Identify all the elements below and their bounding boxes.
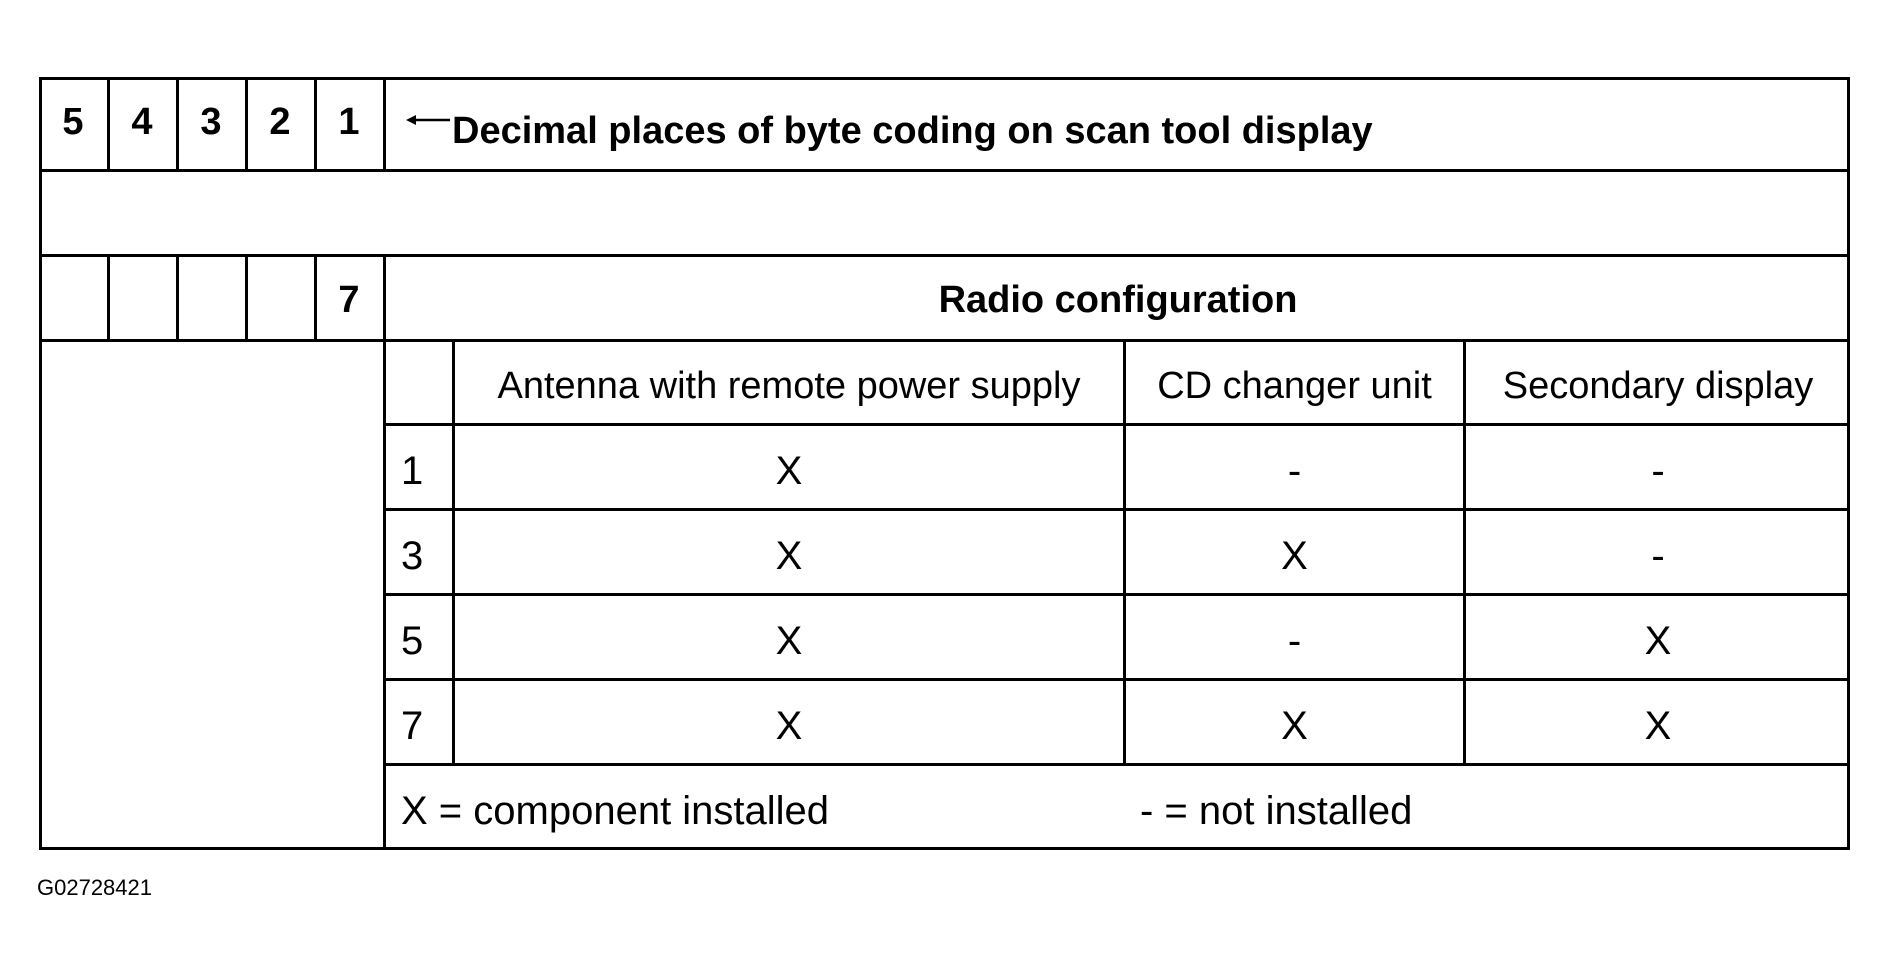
legend-installed: X = component installed — [401, 789, 830, 833]
antenna-cell: X — [775, 704, 803, 748]
cd-changer-cell: - — [1287, 449, 1302, 493]
digit-position-2: 2 — [269, 101, 291, 143]
section-title: Radio configuration — [938, 279, 1298, 321]
rule-header-bottom — [39, 169, 1850, 172]
column-header-cd-changer: CD changer unit — [1157, 365, 1432, 407]
rule-config-col-3 — [245, 254, 248, 342]
secondary-display-cell: - — [1651, 534, 1665, 578]
secondary-display-cell: X — [1644, 619, 1672, 663]
rule-row-1-bottom — [384, 508, 1850, 511]
digit-position-3: 3 — [200, 101, 222, 143]
antenna-cell: X — [775, 449, 803, 493]
header-title: Decimal places of byte coding on scan tool display — [452, 110, 1373, 152]
row-code: 1 — [401, 449, 424, 493]
cd-changer-cell: X — [1281, 534, 1308, 578]
antenna-cell: X — [775, 619, 803, 663]
secondary-display-cell: - — [1651, 449, 1665, 493]
rule-column-header-bottom — [384, 423, 1850, 426]
column-header-secondary-display: Secondary display — [1502, 365, 1814, 407]
secondary-display-cell: X — [1644, 704, 1672, 748]
row-code: 7 — [401, 704, 424, 748]
rule-config-title-bottom — [39, 339, 1850, 342]
digit-position-4: 4 — [131, 101, 153, 143]
left-arrow-icon — [404, 112, 452, 128]
legend-not-installed: - = not installed — [1140, 789, 1413, 833]
column-header-antenna: Antenna with remote power supply — [497, 365, 1081, 407]
rule-config-col-1 — [107, 254, 110, 342]
digit-position-5: 5 — [62, 101, 84, 143]
cd-changer-cell: - — [1287, 619, 1302, 663]
rule-row-5-bottom — [384, 678, 1850, 681]
figure-id: G02728421 — [37, 875, 152, 900]
rule-blank-bottom — [39, 254, 1850, 257]
rule-main-divider-top — [383, 77, 386, 171]
rule-row-7-bottom — [384, 763, 1850, 766]
row-code: 3 — [401, 534, 424, 578]
antenna-cell: X — [775, 534, 803, 578]
coding-value: 7 — [338, 279, 360, 321]
rule-row-3-bottom — [384, 593, 1850, 596]
rule-config-col-2 — [176, 254, 179, 342]
rule-main-divider-bottom — [383, 254, 386, 850]
row-code: 5 — [401, 619, 424, 663]
digit-position-1: 1 — [338, 101, 360, 143]
cd-changer-cell: X — [1281, 704, 1308, 748]
